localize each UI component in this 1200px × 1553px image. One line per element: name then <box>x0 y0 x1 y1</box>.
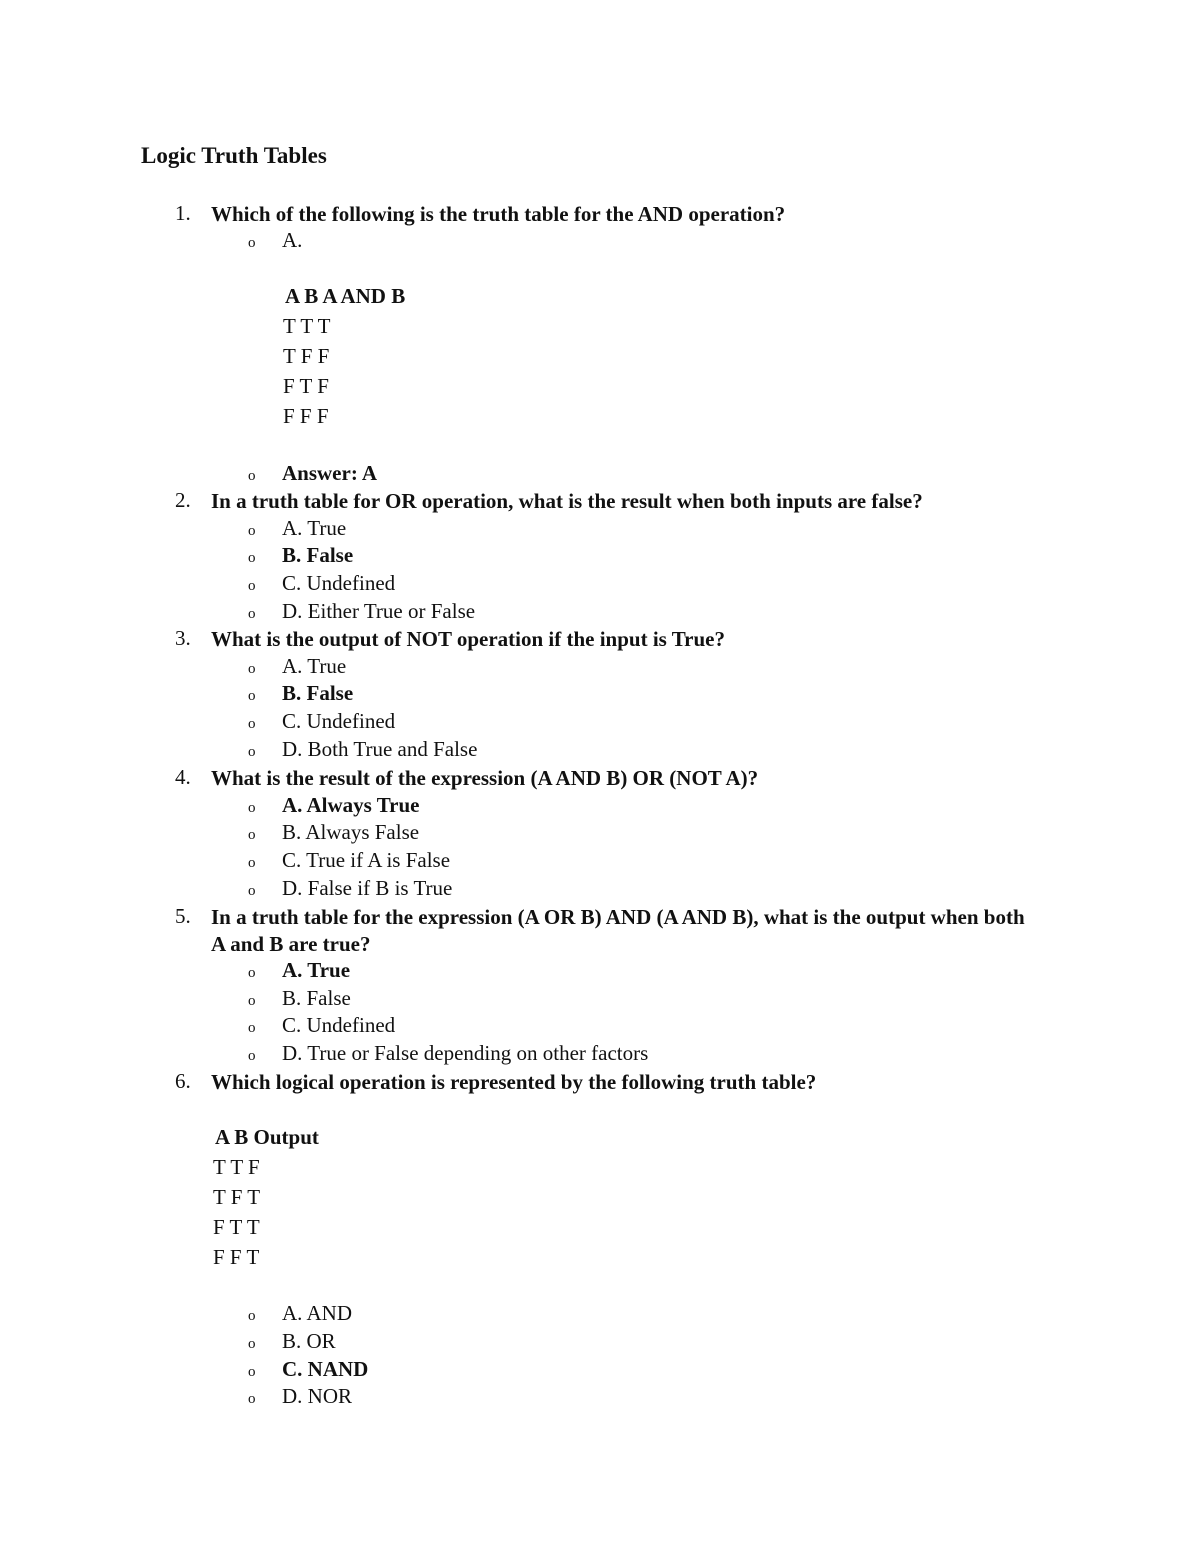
bullet-icon: o <box>248 855 256 871</box>
page-title: Logic Truth Tables <box>141 143 327 168</box>
bullet-icon: o <box>248 800 256 816</box>
bullet-icon: o <box>248 550 256 566</box>
truth-table-row: F T F <box>283 374 329 398</box>
option-label: D. NOR <box>282 1384 353 1408</box>
list-item <box>248 709 395 734</box>
list-item <box>248 876 452 901</box>
option-label: C. Undefined <box>282 571 396 595</box>
list-item <box>248 986 351 1011</box>
bullet-icon: o <box>248 606 256 622</box>
truth-table-row: T T T <box>283 314 331 338</box>
list-item <box>248 848 450 873</box>
bullet-icon: o <box>248 1336 256 1352</box>
bullet-icon: o <box>248 235 256 251</box>
truth-table-row: F F F <box>283 404 329 428</box>
option-label: D. Either True or False <box>282 599 476 623</box>
truth-table-row: T F T <box>213 1185 261 1209</box>
option-label: A. Always True <box>282 793 420 817</box>
option-label: B. False <box>282 543 354 567</box>
bullet-icon: o <box>248 523 256 539</box>
list-item <box>248 1013 395 1038</box>
option-label: D. Both True and False <box>282 737 478 761</box>
answer-item <box>248 461 377 486</box>
bullet-icon: o <box>248 468 256 484</box>
option-label: C. Undefined <box>282 1013 396 1037</box>
option-label: A. True <box>282 958 351 982</box>
bullet-icon: o <box>248 1048 256 1064</box>
bullet-icon: o <box>248 744 256 760</box>
option-label: B. False <box>282 986 351 1010</box>
question-text: In a truth table for OR operation, what is the result when both inputs are false? <box>211 489 923 513</box>
option-label: B. Always False <box>282 820 420 844</box>
list-item <box>248 1041 648 1066</box>
question-number: 5. <box>175 904 191 928</box>
question-text: In a truth table for the expression (A OR B) AND (A AND B), what is the output when both A and B are true? <box>211 905 1025 956</box>
option-label: C. Undefined <box>282 709 396 733</box>
truth-table-row: F T T <box>213 1215 260 1239</box>
option-label: A. AND <box>282 1301 353 1325</box>
list-item <box>248 737 477 762</box>
question-number: 6. <box>175 1069 191 1093</box>
option-label: A. True <box>282 516 347 540</box>
bullet-icon: o <box>248 578 256 594</box>
truth-table-row: T T F <box>213 1155 260 1179</box>
truth-table-header: A B Output <box>215 1125 319 1149</box>
question-text: What is the result of the expression (A AND B) OR (NOT A)? <box>211 766 759 790</box>
list-item <box>248 1329 336 1354</box>
list-item <box>248 228 302 253</box>
question-number: 4. <box>175 765 191 789</box>
list-item <box>248 543 353 568</box>
list-item <box>248 1357 368 1382</box>
option-label: C. True if A is False <box>282 848 451 872</box>
list-item <box>248 793 419 818</box>
list-item <box>248 1301 352 1326</box>
bullet-icon: o <box>248 1391 256 1407</box>
option-label: B. False <box>282 681 354 705</box>
question-number: 3. <box>175 626 191 650</box>
option-label: A. <box>282 228 303 252</box>
question-text: Which of the following is the truth table for the AND operation? <box>211 202 786 226</box>
truth-table-row: T F F <box>283 344 330 368</box>
truth-table-header: A B A AND B <box>285 284 406 308</box>
option-label: A. True <box>282 654 347 678</box>
list-item <box>248 599 475 624</box>
bullet-icon: o <box>248 965 256 981</box>
option-label: D. True or False depending on other factors <box>282 1041 649 1065</box>
list-item <box>248 1384 352 1409</box>
list-item <box>248 516 346 541</box>
bullet-icon: o <box>248 1364 256 1380</box>
question-number: 2. <box>175 488 191 512</box>
bullet-icon: o <box>248 1020 256 1036</box>
bullet-icon: o <box>248 993 256 1009</box>
bullet-icon: o <box>248 661 256 677</box>
bullet-icon: o <box>248 827 256 843</box>
list-item <box>248 571 395 596</box>
question-text: Which logical operation is represented by the following truth table? <box>211 1070 817 1094</box>
list-item <box>248 820 419 845</box>
option-label: D. False if B is True <box>282 876 453 900</box>
list-item <box>248 654 346 679</box>
list-item <box>248 958 350 983</box>
bullet-icon: o <box>248 716 256 732</box>
answer-label: Answer: A <box>282 461 378 485</box>
bullet-icon: o <box>248 883 256 899</box>
bullet-icon: o <box>248 688 256 704</box>
question-number: 1. <box>175 201 191 225</box>
bullet-icon: o <box>248 1308 256 1324</box>
option-label: B. OR <box>282 1329 336 1353</box>
list-item <box>248 681 353 706</box>
question-text: What is the output of NOT operation if the input is True? <box>211 627 725 651</box>
truth-table-row: F F T <box>213 1245 260 1269</box>
option-label: C. NAND <box>282 1357 369 1381</box>
